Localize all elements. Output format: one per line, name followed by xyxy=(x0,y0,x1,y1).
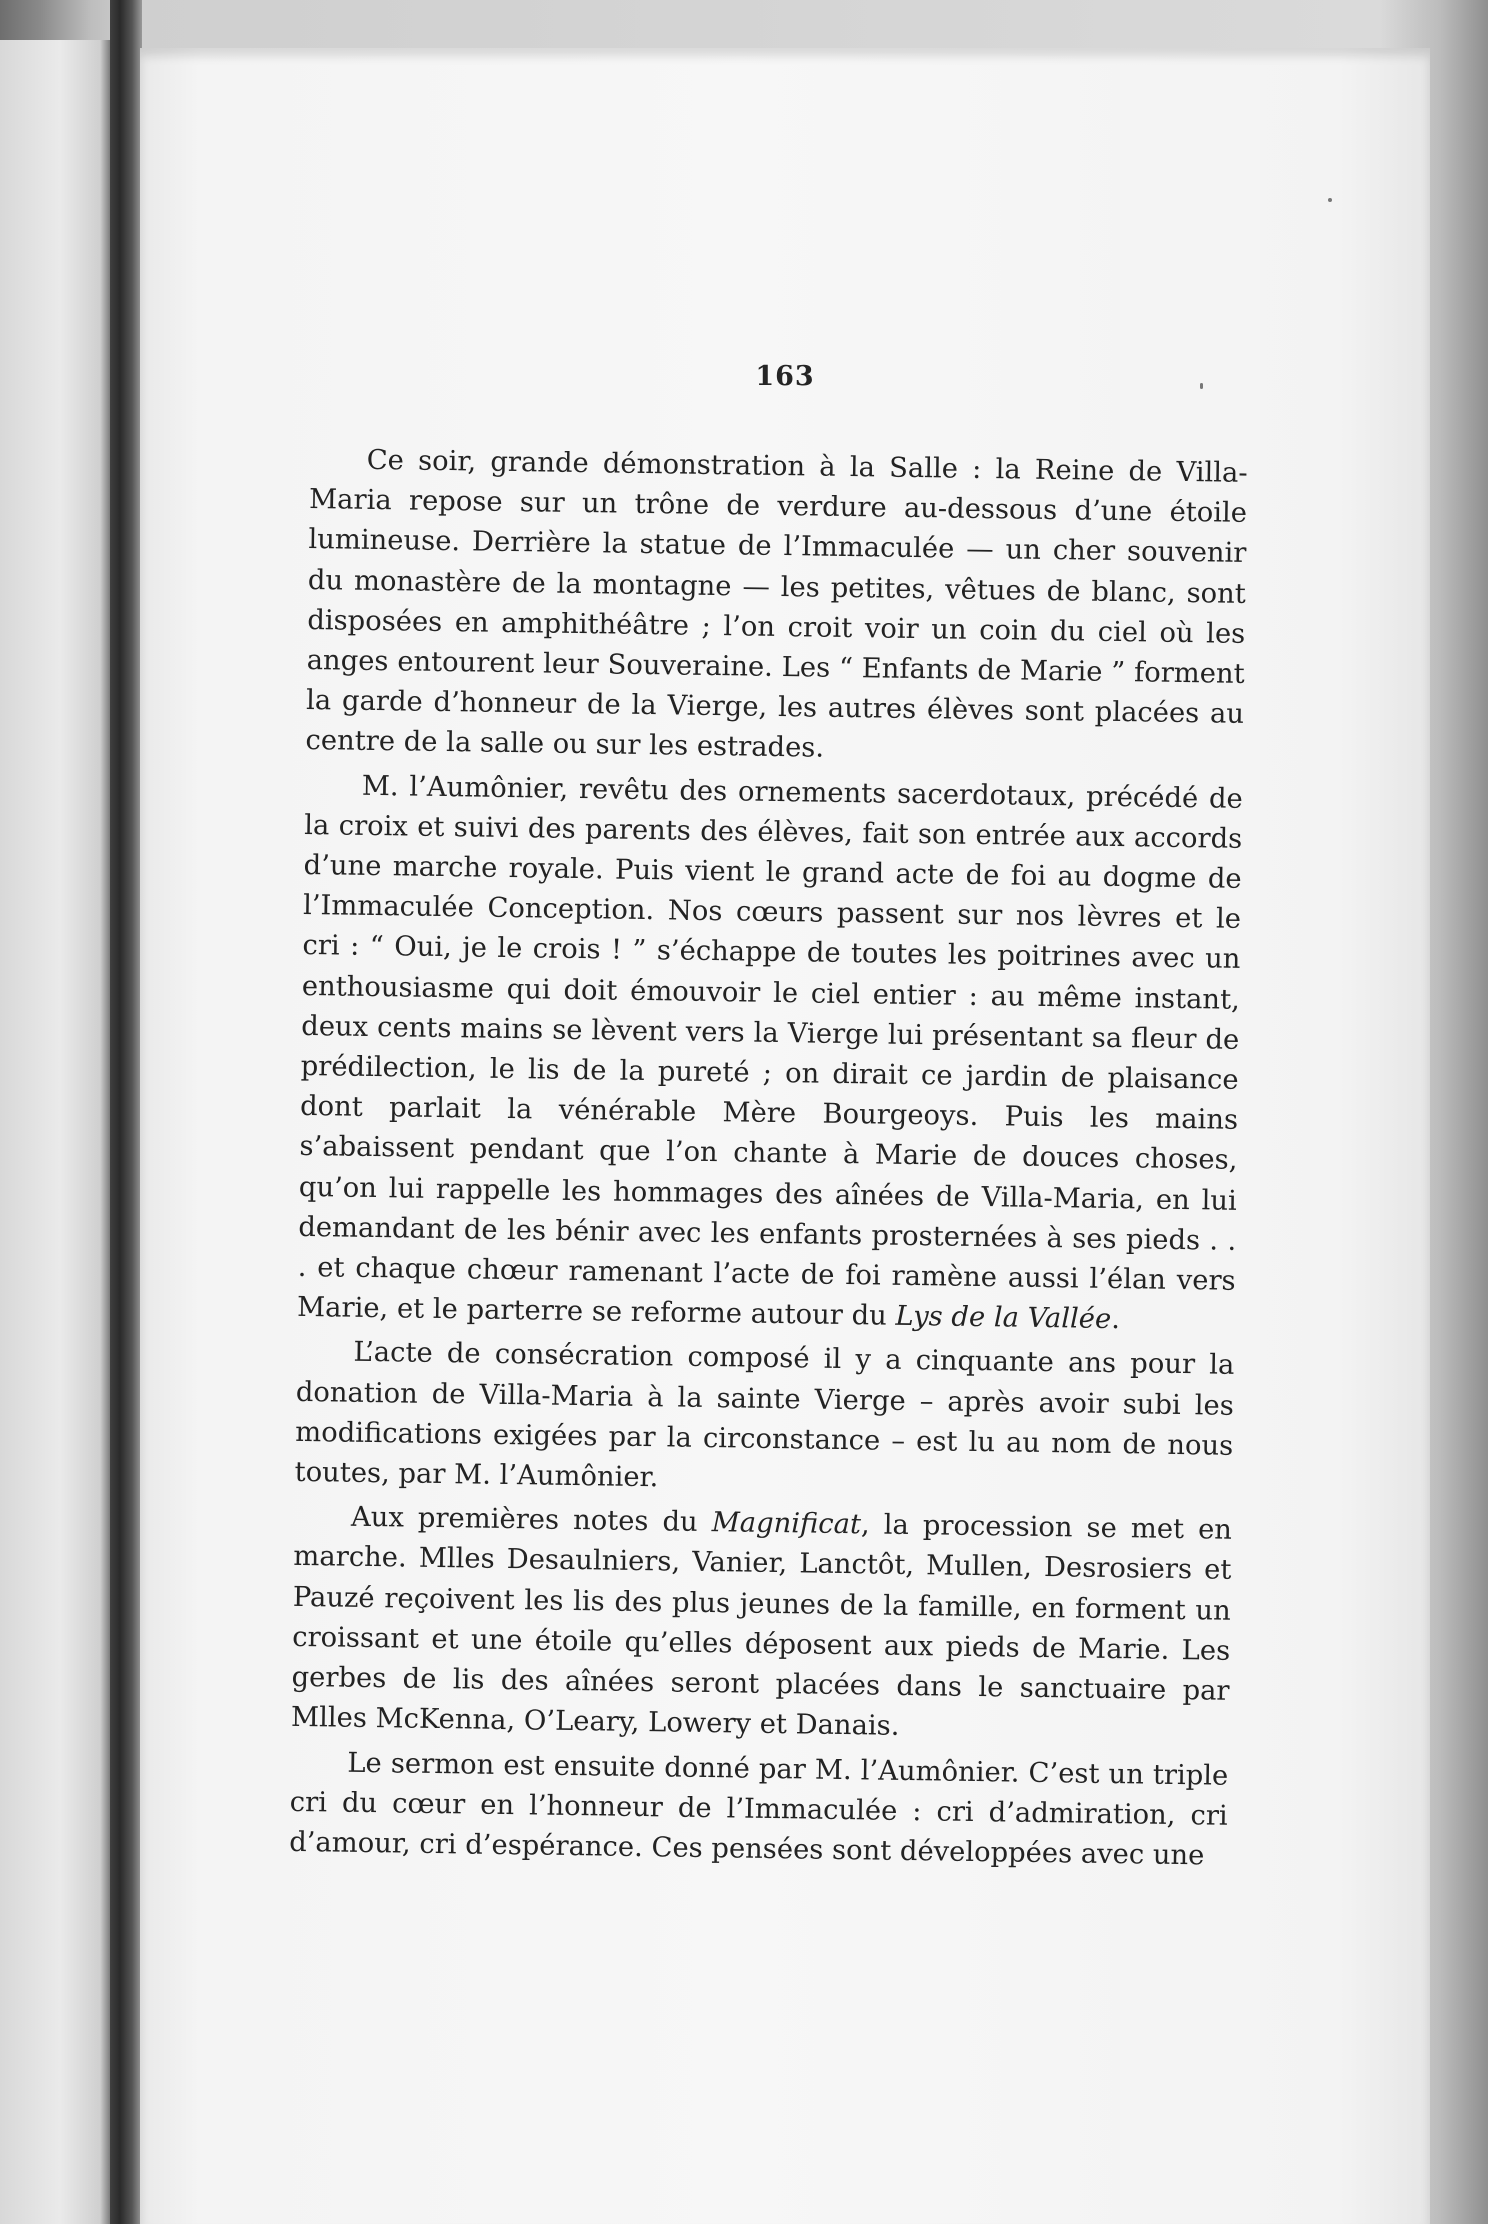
paragraph xyxy=(294,1332,1234,1507)
paragraph xyxy=(305,440,1248,776)
paragraph-text: Aux premières notes du xyxy=(350,1502,712,1539)
paragraph xyxy=(297,766,1243,1343)
paragraph-text: . xyxy=(1110,1304,1121,1336)
paragraph-text: , la procession se met en marche. Mlles Desaulniers, Vanier, Lanctôt, Mullen, Desrosiers et Pauzé reçoivent les lis des plus jeunes de la famille, en forment un croissant et une étoile qu’elles déposent aux pieds de Marie. Les gerbes de lis des aînées seront placées dans le sanctuaire par Mlles McKenna, O’Leary, Lowery et Danais. xyxy=(290,1509,1233,1743)
previous-page-edge xyxy=(0,40,110,2224)
page-text xyxy=(289,440,1248,1881)
paragraph xyxy=(291,1497,1232,1752)
paragraph-text: M. l’Aumônier, revêtu des ornements sacerdotaux, précédé de la croix et suivi des parents des élèves, fait son entrée aux accords d’une marche royale. Puis vient le grand acte de foi au dogme de l’Immaculée Conception. Nos cœurs passent sur nos lèvres et le cri : “ Oui, je le crois ! ” s’échappe de toutes les poitrines avec un enthousiasme qui doit émouvoir le ciel entier : au même instant, deux cents mains se lèvent vers la Vierge lui présentant sa fleur de prédilection, le lis de la pureté ; on dirait ce jardin de plaisance dont parlait la vénérable Mère Bourgeoys. Puis les mains s’abaissent pendant que l’on chante à Marie de douces choses, qu’on lui rappelle les hommages des aînées de Villa-Maria, en lui demandant de les bénir avec les enfants prosternées à ses pieds . . . et chaque chœur ramenant l’acte de foi ramène aussi l’élan vers Marie, et le parterre se reforme autour du xyxy=(296,770,1244,1333)
paragraph-text: Le sermon est ensuite donné par M. l’Aumônier. C’est un triple cri du cœur en l’honneur de l’Immaculée : cri d’admiration, cri d’amour, cri d’espérance. Ces pensées sont développées avec une xyxy=(288,1747,1229,1872)
italic-title-text: Magnificat xyxy=(711,1507,862,1541)
book-spine xyxy=(110,0,142,2224)
page-number: 163 xyxy=(755,361,815,392)
dust-speck xyxy=(1200,383,1203,389)
paragraph-text: L’acte de consécration composé il y a cinquante ans pour la donation de Villa-Maria à la sainte Vierge – après avoir subi les modifications exigées par la circonstance – est lu au nom de nous toutes, par M. l’Aumônier. xyxy=(294,1337,1235,1494)
paragraph-text: Ce soir, grande démonstration à la Salle : la Reine de Villa-Maria repose sur un trône de verdure au-dessous d’une étoile lumineuse. Derrière la statue de l’Immaculée — un cher souvenir du monastère de la montagne — les petites, vêtues de blanc, sont disposées en amphithéâtre ; l’on croit voir un coin du ciel où les anges entourent leur Souveraine. Les “ Enfants de Marie ” forment la garde d’honneur de la Vierge, les autres élèves sont placées au centre de la salle ou sur les estrades. xyxy=(305,444,1248,765)
dust-speck xyxy=(1328,198,1332,202)
italic-title-text: Lys de la Vallée xyxy=(895,1301,1112,1336)
paragraph xyxy=(289,1742,1229,1877)
